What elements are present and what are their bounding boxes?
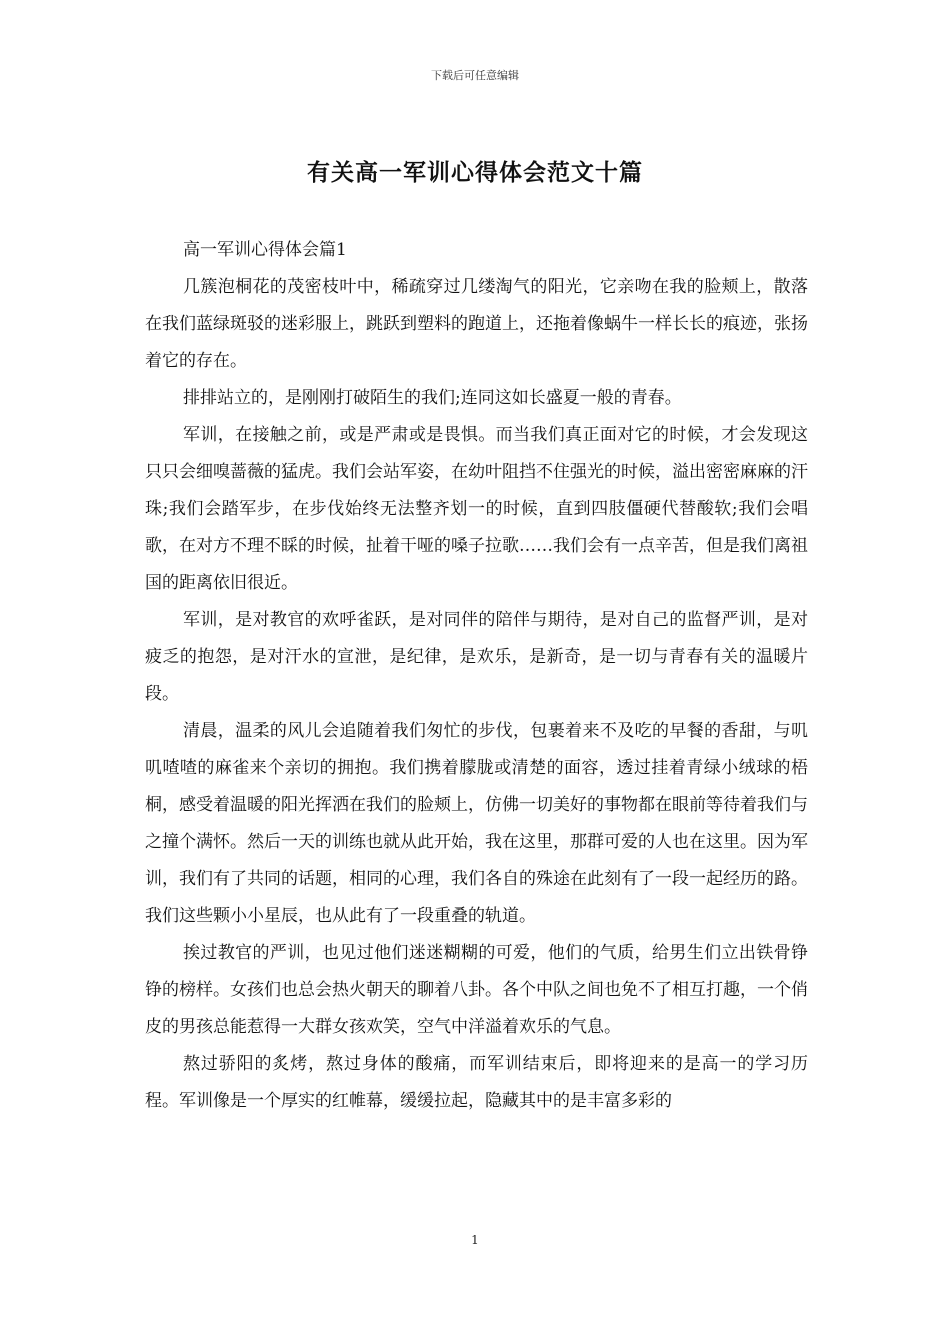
paragraph-5: 清晨，温柔的风儿会追随着我们匆忙的步伐，包裹着来不及吃的早餐的香甜，与叽叽喳喳的麻雀来个亲切的拥抱。我们携着朦胧或清楚的面容，透过挂着青绿小绒球的梧桐，感受着温暖的阳光挥洒在我们的脸颊上，仿佛一切美好的事物都在眼前等待着我们与之撞个满怀。然后一天的训练也就从此开始，我在这里，那群可爱的人也在这里。因为军训，我们有了共同的话题，相同的心理，我们各自的殊途在此刻有了一段一起经历的路。我们这些颗小小星辰，也从此有了一段重叠的轨道。 (145, 721, 808, 926)
paragraph-4: 军训，是对教官的欢呼雀跃，是对同伴的陪伴与期待，是对自己的监督严训，是对疲乏的抱怨，是对汗水的宣泄，是纪律，是欢乐，是新奇，是一切与青春有关的温暖片段。 (145, 610, 808, 704)
page-number: 1 (471, 1233, 479, 1247)
document-body (145, 232, 808, 1120)
document-title: 有关高一军训心得体会范文十篇 (307, 159, 643, 186)
paragraph-6: 挨过教官的严训，也见过他们迷迷糊糊的可爱，他们的气质，给男生们立出铁骨铮铮的榜样。女孩们也总会热火朝天的聊着八卦。各个中队之间也免不了相互打趣，一个俏皮的男孩总能惹得一大群女孩欢笑，空气中洋溢着欢乐的气息。 (145, 943, 808, 1037)
paragraph-7: 熬过骄阳的炙烤，熬过身体的酸痛，而军训结束后，即将迎来的是高一的学习历程。军训像是一个厚实的红帷幕，缓缓拉起，隐藏其中的是丰富多彩的 (145, 1054, 808, 1111)
page-header-note: 下载后可任意编辑 (431, 69, 519, 82)
paragraph-1: 几簇泡桐花的茂密枝叶中，稀疏穿过几缕淘气的阳光，它亲吻在我的脸颊上，散落在我们蓝绿斑驳的迷彩服上，跳跃到塑料的跑道上，还拖着像蜗牛一样长长的痕迹，张扬着它的存在。 (145, 277, 808, 371)
paragraph-3: 军训，在接触之前，或是严肃或是畏惧。而当我们真正面对它的时候，才会发现这只只会细嗅蔷薇的猛虎。我们会站军姿，在幼叶阻挡不住强光的时候，溢出密密麻麻的汗珠;我们会踏军步，在步伐始终无法整齐划一的时候，直到四肢僵硬代替酸软;我们会唱歌，在对方不理不睬的时候，扯着干哑的嗓子拉歌……我们会有一点辛苦，但是我们离祖国的距离依旧很近。 (145, 425, 808, 593)
paragraph-2: 排排站立的，是刚刚打破陌生的我们;连同这如长盛夏一般的青春。 (183, 388, 682, 408)
section-heading: 高一军训心得体会篇1 (183, 240, 347, 260)
